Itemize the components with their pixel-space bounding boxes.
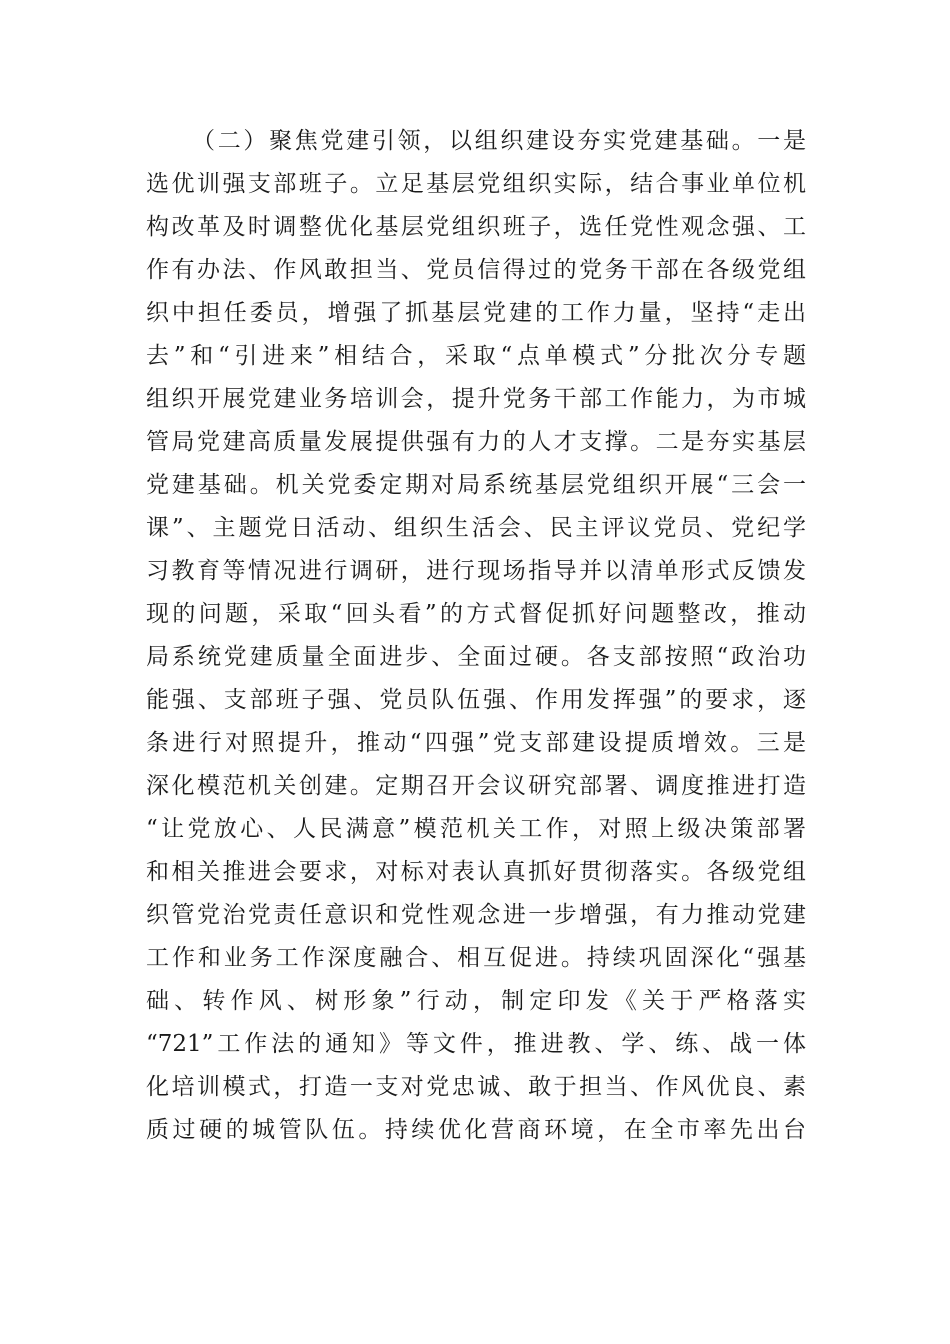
paragraph-line: 织管党治党责任意识和党性观念进一步增强，有力推动党建 [146, 902, 806, 928]
paragraph-line: 组织开展党建业务培训会，提升党务干部工作能力，为市城 [146, 386, 806, 412]
paragraph-line: 质过硬的城管队伍。持续优化营商环境，在全市率先出台 [146, 1117, 806, 1143]
paragraph-line: 能强、支部班子强、党员队伍强、作用发挥强”的要求，逐 [146, 687, 806, 713]
paragraph-line: 条进行对照提升，推动“四强”党支部建设提质增效。三是 [146, 730, 806, 756]
paragraph-line: 织中担任委员，增强了抓基层党建的工作力量，坚持“走出 [146, 300, 806, 326]
body-paragraph [146, 120, 806, 1152]
paragraph-line: （二）聚焦党建引领，以组织建设夯实党建基础。一是 [192, 128, 806, 154]
paragraph-line: 构改革及时调整优化基层党组织班子，选任党性观念强、工 [146, 214, 806, 240]
paragraph-line: 课”、主题党日活动、组织生活会、民主评议党员、党纪学 [146, 515, 806, 541]
paragraph-line: 作有办法、作风敢担当、党员信得过的党务干部在各级党组 [146, 257, 806, 283]
paragraph-line: 党建基础。机关党委定期对局系统基层党组织开展“三会一 [146, 472, 806, 498]
paragraph-line: 和相关推进会要求，对标对表认真抓好贯彻落实。各级党组 [146, 859, 806, 885]
paragraph-line: 础、转作风、树形象”行动，制定印发《关于严格落实 [146, 988, 806, 1014]
paragraph-line: “让党放心、人民满意”模范机关工作，对照上级决策部署 [146, 816, 806, 842]
paragraph-line: “721”工作法的通知》等文件，推进教、学、练、战一体 [146, 1031, 806, 1057]
paragraph-line: 化培训模式，打造一支对党忠诚、敢于担当、作风优良、素 [146, 1074, 806, 1100]
paragraph-line: 深化模范机关创建。定期召开会议研究部署、调度推进打造 [146, 773, 806, 799]
paragraph-line: 工作和业务工作深度融合、相互促进。持续巩固深化“强基 [146, 945, 806, 971]
paragraph-line: 管局党建高质量发展提供强有力的人才支撑。二是夯实基层 [146, 429, 806, 455]
paragraph-line: 选优训强支部班子。立足基层党组织实际，结合事业单位机 [146, 171, 806, 197]
paragraph-line: 局系统党建质量全面进步、全面过硬。各支部按照“政治功 [146, 644, 806, 670]
paragraph-line: 现的问题，采取“回头看”的方式督促抓好问题整改，推动 [146, 601, 806, 627]
paragraph-line: 去”和“引进来”相结合，采取“点单模式”分批次分专题 [146, 343, 806, 369]
paragraph-line: 习教育等情况进行调研，进行现场指导并以清单形式反馈发 [146, 558, 806, 584]
